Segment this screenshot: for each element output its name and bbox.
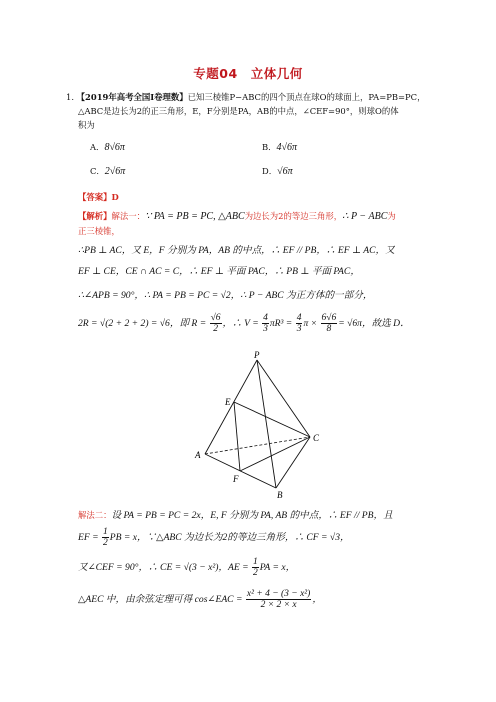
method2-line-1: 解法二：设 PA = PB = PC = 2x，E, F 分别为 PA, AB 的中点，∴ EF // PB，且 [78,510,393,521]
question-text-2: △ABC是边长为2的正三角形，E，F分别是PA，AB的中点，∠CEF=90°，则球O的体 [78,106,399,116]
label-a: A [195,450,201,460]
segment-ef [234,402,240,471]
label-b: B [277,490,283,500]
answer-line [78,192,119,203]
method1-line-4: EF ⊥ CE，CE ∩ AC = C，∴ EF ⊥ 平面 PAC，∴ PB ⊥ 平面 PAC， [78,266,360,277]
edge-pc [257,360,310,437]
question-line-1 [66,92,425,103]
fraction-four-thirds-1: $\frac{4}{3}$ [263,313,268,335]
label-e: E [225,397,231,407]
option-d: D．√6π [262,166,293,177]
answer-tag: 【答案】 [78,192,112,202]
question-source-tag: 【2019年高考全国Ⅰ卷理数】 [76,92,188,102]
option-b: B．4√6π [262,142,298,153]
fraction-half-2: $\frac{1}{2}$ [253,557,258,579]
method1-line-2: 正三棱锥， [78,226,120,236]
label-c: C [313,433,320,443]
edge-pa [205,360,257,454]
method1-line-3: ∴PB ⊥ AC，又 E，F 分别为 PA，AB 的中点，∴ EF // PB，∴ EF ⊥ AC，又 [78,245,395,256]
answer-value: D [111,192,119,202]
option-a: A．8√6π [90,142,125,153]
method1-line-6: 2R = √(2 + 2 + 2) = √6，即 R = $\frac{√6}{2}$ ，∴ V = $\frac{4}{3}$ πR³ = $\frac{4}{3}$ π × $\frac{6√6}{8}$ = √6π，故选 D． [78,313,410,335]
fraction-cosine: $\frac{\text{x² + 4 − (3 − x²)}}{2 \times 2 \times x}$ [246,589,311,611]
method2-line-3: 又∠CEF = 90°，∴ CE = √(3 − x²)，AE = $\frac{1}{2}$ PA = x， [78,557,296,579]
method2-line-4: △AEC 中，由余弦定理可得 cos∠EAC = $\frac{\text{x² + 4 − (3 − x²)}}{2 \times 2 \times x}$ ， [78,589,322,611]
fraction-six-root-six: $\frac{6√6}{8}$ [321,313,337,335]
label-f: F [233,474,239,484]
option-c: C．2√6π [90,166,126,177]
analysis-tag: 【解析】 [78,211,112,221]
method1-line-1: 【解析】解法一：∵ PA = PB = PC, △ABC为边长为2的等边三角形，∴ P − ABC为 [78,211,396,222]
question-number: 1. [66,92,74,102]
segment-ec [234,402,310,437]
page-title: 专题04 立体几何 [193,66,303,81]
fraction-half-1: $\frac{1}{2}$ [103,527,108,549]
fraction-r: $\frac{√6}{2}$ [210,313,221,335]
method2-line-2: EF = $\frac{1}{2}$ PB = x，∵△ABC 为边长为2的等边三角形，∴ CF = √3， [78,527,350,549]
edge-ac-hidden [205,437,310,454]
tetrahedron-figure [190,350,330,500]
fraction-four-thirds-2: $\frac{4}{3}$ [296,313,302,335]
question-text-1: 已知三棱锥P−ABC的四个顶点在球O的球面上，PA=PB=PC， [187,92,426,102]
segment-fc [240,437,310,471]
edge-bc [276,437,310,488]
edge-pb [257,360,276,488]
method1-line-5: ∴∠APB = 90°，∴ PA = PB = PC = √2，∴ P − ABC 为正方体的一部分， [78,290,373,301]
question-text-3: 积为 [78,120,95,130]
label-p: P [254,350,260,360]
